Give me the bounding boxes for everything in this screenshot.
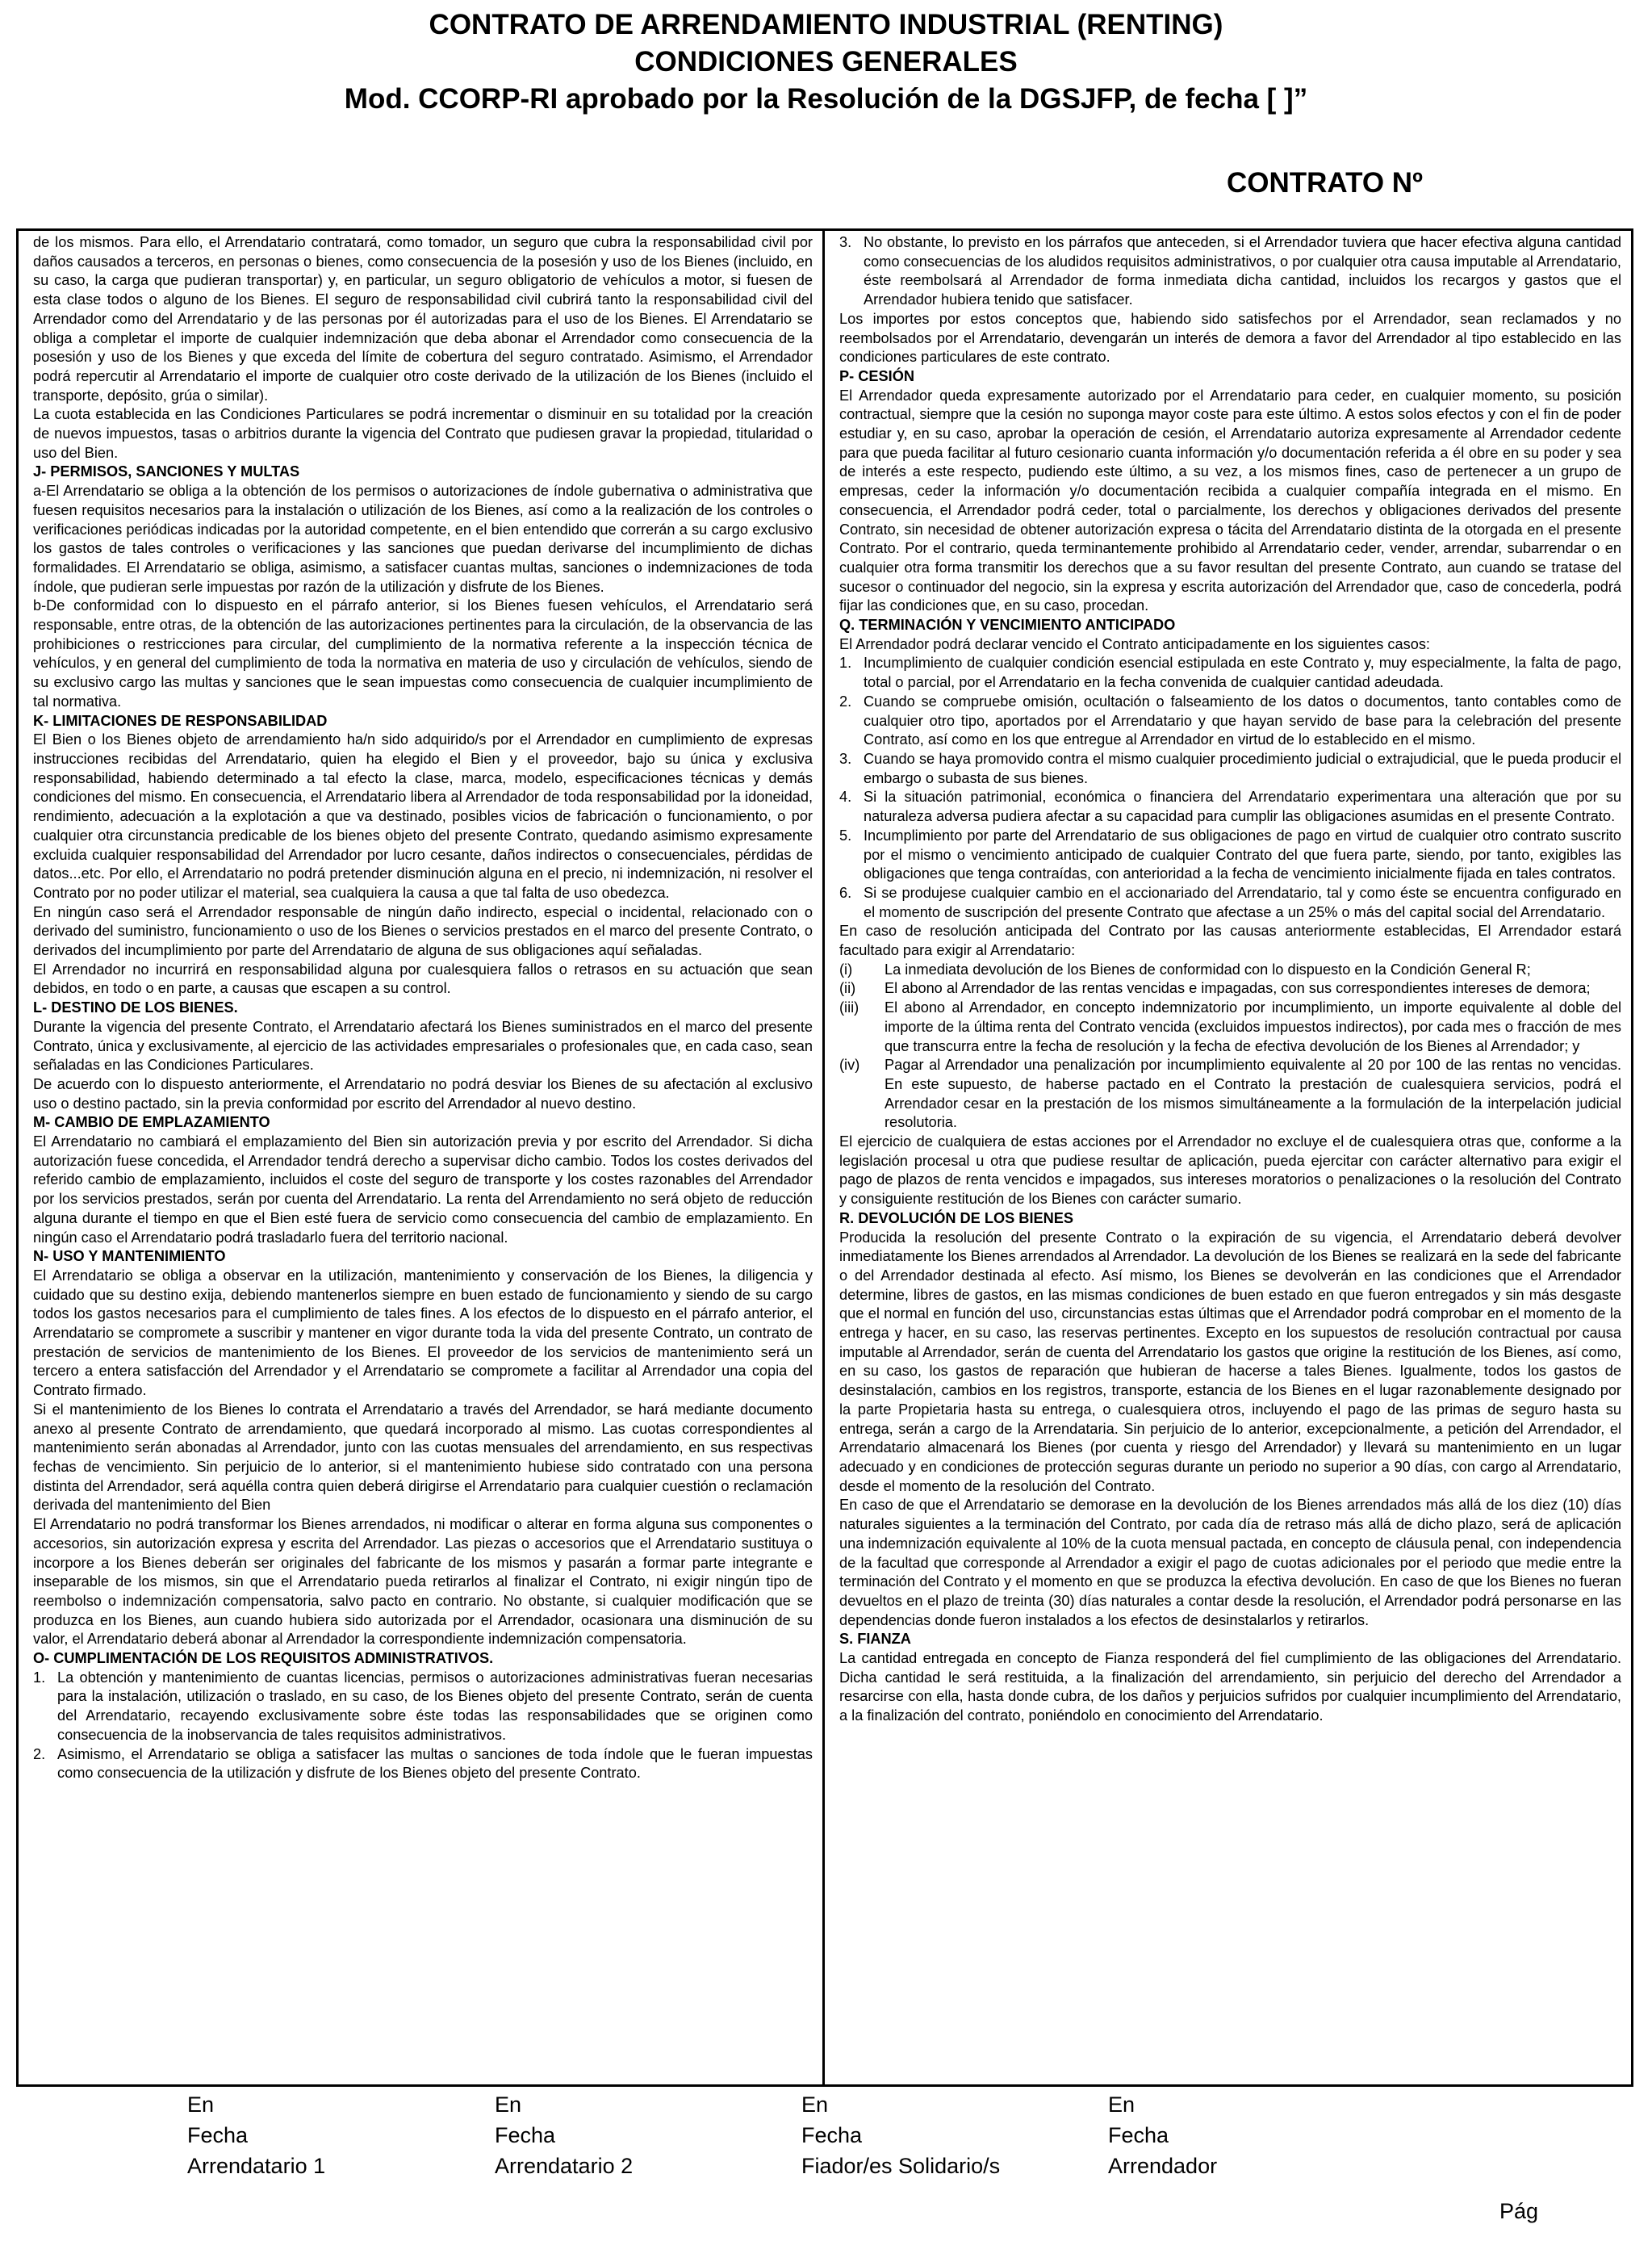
conditions-title: CONDICIONES GENERALES xyxy=(634,46,1018,77)
signature-block-arrendatario-2 xyxy=(495,2089,737,2181)
signature-place-label: En xyxy=(187,2092,215,2117)
signature-role: Arrendatario 2 xyxy=(495,2154,634,2178)
section-heading: N- USO Y MANTENIMIENTO xyxy=(33,1248,226,1265)
section-heading: Q. TERMINACIÓN Y VENCIMIENTO ANTICIPADO xyxy=(839,617,1176,634)
list-item-number: 1. xyxy=(33,1669,46,1686)
list-item-text: Incumplimiento de cualquier condición esencial estipulada en este Contrato y, muy especialmente, la falta de pago, total o parcial, por el Arrendatario en la fecha convenida de cualquier cantidad adeudada. xyxy=(864,655,1621,691)
paragraph: El Arrendador queda expresamente autorizado por el Arrendatario para ceder, en cualquier momento, su posición contractual, siempre que la cesión no suponga mayor coste para este último. A estos solos efectos y con el fin de poder estudiar y, en su caso, aprobar la operación de cesión, el Arrendatario autoriza expresamente al Arrendador cedente para que pueda facilitar al futuro cesionario cuanta información y/o documentación referida a él obre en su poder y sea de interés a este respecto, pudiendo este último, a su vez, a los mismos fines, caso de pertenecer a un grupo de empresas, ceder la información y/o documentación recibida a cualquier compañía integrada en el mismo. En consecuencia, el Arrendador podrá ceder, total o parcialmente, los derechos y obligaciones derivados del presente Contrato, sin necesidad de obtener autorización expresa o tácita del Arrendatario distinta de la otorgada en el presente Contrato. Por el contrario, queda terminantemente prohibido al Arrendatario ceder, vender, arrendar, subarrendar o en cualquier otra forma transmitir los derechos que a su favor resultan del presente Contrato, aun cuando se tratase del sucesor o continuador del negocio, sin la expresa y escrita autorización del Arrendador que, caso de concederla, podrá fijar las condiciones que, en su caso, procedan. xyxy=(839,387,1621,614)
paragraph: El Arrendador podrá declarar vencido el Contrato anticipadamente en los siguientes casos: xyxy=(839,635,1430,652)
section-heading: J- PERMISOS, SANCIONES Y MULTAS xyxy=(33,463,300,480)
list-item-number: 1. xyxy=(839,655,852,672)
list-item-number: (iv) xyxy=(839,1057,860,1074)
signature-date-label: Fecha xyxy=(1108,2123,1169,2147)
signature-date-label: Fecha xyxy=(187,2123,249,2147)
list-item-text: Cuando se haya promovido contra el mismo cualquier procedimiento judicial o extrajudicial, que le pueda producir el embargo o subasta de sus bienes. xyxy=(864,750,1621,786)
paragraph: El Arrendador no incurrirá en responsabilidad alguna por cualesquiera fallos o retrasos en su actuación que sean debidos, en todo o en parte, a causas que escapen a su control. xyxy=(33,961,813,997)
paragraph: El Arrendatario no podrá transformar los Bienes arrendados, ni modificar o alterar en forma alguna sus componentes o accesorios, sin autorización expresa y escrita del Arrendador. Las piezas o accesorios que el Arrendatario sustituya o incorpore a los Bienes deberán ser originales del fabricante de los mismos y pasarán a formar parte integrante e inseparable de los mismos, sin que el Arrendatario pueda retirarlos al finalizar el Contrato, ni exigir ningún tipo de reembolso o indemnización compensatoria, salvo pacto en contrario. No obstante, si cualquier modificación que se produzca en los Bienes, aun cuando hubiera sido autorizada por el Arrendador, ocasionara una disminución de su valor, el Arrendatario deberá abonar al Arrendador la correspondiente indemnización compensatoria. xyxy=(33,1516,813,1648)
paragraph: b-De conformidad con lo dispuesto en el párrafo anterior, si los Bienes fuesen vehículos, el Arrendatario será responsable, entre otras, de la obtención de las autorizaciones pertinentes para la circulación, de la observancia de las prohibiciones o restricciones para circular, del cumplimiento de la normativa referente a la inspección técnica de vehículos, y en general del cumplimiento de toda la normativa en materia de uso y circulación de vehículos, siendo de su exclusivo cargo las multas y sanciones que le sean impuestas como consecuencia de cualquier incumplimiento de tal normativa. xyxy=(33,597,813,710)
section-heading: R. DEVOLUCIÓN DE LOS BIENES xyxy=(839,1209,1074,1226)
document-header xyxy=(0,6,1652,118)
model-approval-line: Mod. CCORP-RI aprobado por la Resolución de la DGSJFP, de fecha [ ]” xyxy=(344,83,1308,115)
signature-block-arrendador xyxy=(1108,2089,1350,2181)
paragraph: En caso de que el Arrendatario se demorase en la devolución de los Bienes arrendados más allá de los diez (10) días naturales siguientes a la terminación del Contrato, por cada día de retraso más allá de dicho plazo, será de aplicación una indemnización equivalente al 10% de la cuota mensual pactada, en concepto de cláusula penal, con independencia de la facultad que corresponde al Arrendador a exigir el pago de cuotas adicionales por el periodo que medie entre la terminación del Contrato y el momento en que se produzca la efectiva devolución. En caso de que los Bienes no fueran devueltos en el plazo de treinta (30) días naturales a contar desde la resolución, el Arrendador podrá personarse en las dependencias donde fueron instalados a los efectos de desinstalarlos y retirarlos. xyxy=(839,1497,1621,1628)
signature-date-label: Fecha xyxy=(495,2123,556,2147)
list-item xyxy=(839,999,1621,1056)
section-heading: K- LIMITACIONES DE RESPONSABILIDAD xyxy=(33,712,328,729)
signature-place-label: En xyxy=(1108,2092,1135,2117)
section-heading: O- CUMPLIMENTACIÓN DE LOS REQUISITOS ADMINISTRATIVOS. xyxy=(33,1650,494,1667)
list-item-number: 2. xyxy=(839,693,852,710)
paragraph: Los importes por estos conceptos que, habiendo sido satisfechos por el Arrendador, sean reclamados y no reembolsados por el Arrendatario, devengarán un interés de demora a favor del Arrendador al tipo establecido en las condiciones particulares de este contrato. xyxy=(839,310,1621,366)
paragraph: Durante la vigencia del presente Contrato, el Arrendatario afectará los Bienes suministrados en el marco del presente Contrato, única y exclusivamente, al ejercicio de las actividades empresariales o profesionales que, en cada caso, sean señaladas en las Condiciones Particulares. xyxy=(33,1018,813,1074)
list-item xyxy=(839,750,1621,788)
paragraph: En ningún caso será el Arrendador responsable de ningún daño indirecto, especial o incidental, relacionado con o derivado del suministro, funcionamiento o uso de los Bienes o servicios prestados en el marco del presente Contrato, o derivados del incumplimiento por parte del Arrendatario de alguna de sus obligaciones aquí señaladas. xyxy=(33,903,813,959)
section-heading: M- CAMBIO DE EMPLAZAMIENTO xyxy=(33,1114,270,1131)
list-item-text: Si se produjese cualquier cambio en el accionariado del Arrendatario, tal y como éste se encuentra configurado en el momento de suscripción del presente Contrato que afectase a un 25% o más del capital social del Arrendatario. xyxy=(864,884,1621,920)
signature-role: Arrendador xyxy=(1108,2154,1218,2178)
list-item-number: 3. xyxy=(839,234,852,250)
list-item-text: Si la situación patrimonial, económica o financiera del Arrendatario experimentara una alteración que por su naturaleza adversa pudiera afectar a su capacidad para cumplir las obligaciones asumidas en el presente Contrato. xyxy=(864,789,1621,825)
right-column xyxy=(825,231,1631,2084)
signature-block-fiador xyxy=(801,2089,1043,2181)
paragraph: Producida la resolución del presente Contrato o la expiración de su vigencia, el Arrendatario deberá devolver inmediatamente los Bienes arrendados al Arrendador. La devolución de los Bienes se realizará en la sede del fabricante o del Arrendador destinada al efecto. Así mismo, los Bienes se devolverán en las condiciones que el Arrendador determine, libres de gastos, en las mismas condiciones de buen estado en que fueron entregados y sin más desgaste que el normal en función del uso, circunstancias estas últimas que el Arrendador podrá comprobar en el momento de la entrega y hacer, en su caso, las reservas pertinentes. Excepto en los supuestos de resolución contractual por causa imputable al Arrendador, serán de cuenta del Arrendatario los gastos que origine la restitución de los Bienes, así como, en su caso, los gastos de reparación que hubieran de hacerse a tales Bienes. Igualmente, todos los gastos de desinstalación, cambios en los registros, transporte, estancia de los Bienes en el lugar razonablemente designado por la parte Propietaria hasta su entrega, o cualesquiera otros, incluyendo el pago de las primas de seguro hasta su entrega, serán a cargo de la Arrendataria. Sin perjuicio de lo anterior, excepcionalmente, a petición del Arrendador, el Arrendatario almacenará los Bienes (por cuenta y riesgo del Arrendador) y llevará su mantenimiento en un lugar adecuado y en condiciones de protección seguras durante un periodo no superior a 90 días, con cargo al Arrendatario, desde el momento de la resolución del Contrato. xyxy=(839,1229,1621,1494)
list-item-text: Pagar al Arrendador una penalización por incumplimiento equivalente al 20 por 100 de las rentas no vencidas. En este supuesto, de haberse pactado en el Contrato la prestación de cualesquiera servicios, podrá el Arrendador cesar en la prestación de los mismos simultáneamente a la formulación de la interpelación judicial resolutoria. xyxy=(885,1057,1621,1131)
paragraph: de los mismos. Para ello, el Arrendatario contratará, como tomador, un seguro que cubra la responsabilidad civil por daños causados a terceros, en personas o bienes, como consecuencia de la posesión y uso de los Bienes (incluido, en su caso, la carga que pudieran transportar) y, en particular, un seguro obligatorio de vehículos a motor, si fuesen de esta clase todos o alguno de los Bienes. El seguro de responsabilidad civil cubrirá tanto la responsabilidad civil del Arrendador como del Arrendatario y de las personas por él autorizadas para el uso de los Bienes. El Arrendatario se obliga a completar el importe de cualquier indemnización que deba abonar el Arrendador como consecuencia de la posesión y uso de los Bienes y que exceda del límite de cobertura del seguro contratado. Asimismo, el Arrendador podrá repercutir al Arrendatario el importe de cualquier otro coste derivado de la utilización de los Bienes (incluido el transporte, depósito, grúa o similar). xyxy=(33,234,813,404)
section-heading: P- CESIÓN xyxy=(839,367,914,384)
list-item xyxy=(839,693,1621,750)
paragraph: Si el mantenimiento de los Bienes lo contrata el Arrendatario a través del Arrendador, se hará mediante documento anexo al presente Contrato de arrendamiento, que quedará incorporado al mismo. Las cuotas correspondientes al mantenimiento serán abonadas al Arrendador, junto con las cuotas mensuales del arrendamiento, en sus respectivas fechas de vencimiento. Sin perjuicio de lo anterior, si el mantenimiento hubiese sido contratado con una persona distinta del Arrendador, será aquélla contra quien deberá dirigirse el Arrendatario para cualquier cuestión o reclamación derivada del mantenimiento del Bien xyxy=(33,1401,813,1514)
signature-role: Arrendatario 1 xyxy=(187,2154,326,2178)
list-item xyxy=(33,1745,813,1783)
list-item xyxy=(839,884,1621,922)
paragraph: El Arrendatario se obliga a observar en la utilización, mantenimiento y conservación de los Bienes, la diligencia y cuidado que su destino exija, debiendo mantenerlos siempre en buen estado de funcionamiento y siendo de su cargo todos los gastos necesarios para el cumplimiento de tales fines. A los efectos de lo dispuesto en el párrafo anterior, el Arrendatario se compromete a suscribir y mantener en vigor durante toda la vida del presente Contrato, un contrato de prestación de servicios de mantenimiento de los Bienes. El proveedor de los servicios de mantenimiento será un tercero a entera satisfacción del Arrendador y el Arrendatario se compromete a facilitar al Arrendador una copia del Contrato firmado. xyxy=(33,1267,813,1399)
contract-number-label: CONTRATO Nº xyxy=(1227,167,1423,199)
list-item-text: La obtención y mantenimiento de cuantas licencias, permisos o autorizaciones administrativas fueran necesarias para la instalación, utilización o traslado, en su caso, de los Bienes objeto del presente Contrato, serán de cuenta del Arrendatario, recayendo exclusivamente sobre éste todas las responsabilidades que se originen como consecuencia de la inobservancia de tales requisitos administrativos. xyxy=(57,1669,813,1743)
list-item-text: No obstante, lo previsto en los párrafos que anteceden, si el Arrendador tuviera que hacer efectiva alguna cantidad como consecuencias de los aludidos requisitos administrativos, o por cualquier otra causa imputable al Arrendatario, éste reembolsará al Arrendador de forma inmediata dicha cantidad, incluidos los recargos y gastos que el Arrendador hubiera tenido que satisfacer. xyxy=(864,234,1621,308)
paragraph: En caso de resolución anticipada del Contrato por las causas anteriormente establecidas, El Arrendador estará facultado para exigir al Arrendatario: xyxy=(839,923,1621,959)
list-item xyxy=(839,654,1621,692)
list-item-number: 5. xyxy=(839,827,852,844)
paragraph: La cuota establecida en las Condiciones Particulares se podrá incrementar o disminuir en su totalidad por la creación de nuevos impuestos, tasas o arbitrios durante la vigencia del Contrato que pudiesen gravar la propiedad, titularidad o uso del Bien. xyxy=(33,406,813,461)
list-item-number: 4. xyxy=(839,789,852,806)
paragraph: El ejercicio de cualquiera de estas acciones por el Arrendador no excluye el de cualesquiera otras que, conforme a la legislación procesal u otra que pudiese resultar de aplicación, pueda ejercitar con carácter alternativo para exigir el pago de plazos de renta vencidos e impagados, sus intereses moratorios o penalizaciones o la resolución del Contrato y consiguiente restitución de los Bienes con carácter sumario. xyxy=(839,1133,1621,1208)
page-number-label: Pág xyxy=(1499,2199,1539,2223)
list-item-number: (i) xyxy=(839,961,853,978)
list-item-text: La inmediata devolución de los Bienes de conformidad con lo dispuesto en la Condición General R; xyxy=(885,961,1531,978)
list-item-text: Cuando se compruebe omisión, ocultación o falseamiento de los datos o documentos, tanto contables como de cualquier otro tipo, aportados por el Arrendatario y que hayan servido de base para la celebración del presente Contrato, así como en los que entregue al Arrendador en virtud de lo establecido en el mismo. xyxy=(864,693,1621,748)
list-item xyxy=(839,233,1621,310)
paragraph: El Bien o los Bienes objeto de arrendamiento ha/n sido adquirido/s por el Arrendador en cumplimiento de expresas instrucciones recibidas del Arrendatario, quien ha elegido el Bien y el proveedor, bajo su única y exclusiva responsabilidad, habiendo determinado a tal efecto la clase, marca, modelo, especificaciones técnicas y demás condiciones del mismo. En consecuencia, el Arrendatario libera al Arrendador de toda responsabilidad por la idoneidad, rendimiento, adecuación a la explotación a que va destinado, posibles vicios de fabricación o funcionamiento, o por cualquier otra circunstancia predicable de los bienes objeto del presente Contrato, quedando asimismo expresamente excluida cualquier responsabilidad del Arrendador por lucro cesante, daños indirectos o consecuenciales, pérdidas de datos...etc. Por ello, el Arrendatario no podrá pretender disminución alguna en el precio, ni indemnización, ni resolver el Contrato por no poder utilizar el material, sea cualquiera la causa a que tal falta de uso obedezca. xyxy=(33,731,813,901)
conditions-body xyxy=(16,228,1633,2087)
section-heading: L- DESTINO DE LOS BIENES. xyxy=(33,999,238,1016)
list-item xyxy=(839,961,1621,980)
list-item-number: 6. xyxy=(839,884,852,901)
list-item xyxy=(839,788,1621,826)
list-item-number: 2. xyxy=(33,1745,46,1762)
list-item-text: El abono al Arrendador de las rentas vencidas e impagadas, con sus correspondientes intereses de demora; xyxy=(885,980,1591,997)
signature-role: Fiador/es Solidario/s xyxy=(801,2154,1001,2178)
list-item xyxy=(839,827,1621,884)
signature-place-label: En xyxy=(495,2092,522,2117)
paragraph: La cantidad entregada en concepto de Fianza responderá del fiel cumplimiento de las obligaciones del Arrendatario. Dicha cantidad le será restituida, a la finalización del arrendamiento, sin perjuicio del derecho del Arrendador a resarcirse con ella, hasta donde cubra, de los daños y perjuicios sufridos por cualquier incumplimiento del Arrendatario, a la finalización del contrato, poniéndolo en conocimiento del Arrendatario. xyxy=(839,1650,1621,1724)
signature-place-label: En xyxy=(801,2092,829,2117)
list-item xyxy=(839,1056,1621,1133)
list-item-text: Asimismo, el Arrendatario se obliga a satisfacer las multas o sanciones de toda índole que le fueran impuestas como consecuencia de la utilización y disfrute de los Bienes objeto del presente Contrato. xyxy=(57,1745,813,1782)
signature-date-label: Fecha xyxy=(801,2123,863,2147)
list-item-text: El abono al Arrendador, en concepto indemnizatorio por incumplimiento, un importe equivalente al doble del importe de la última renta del Contrato vencida (excluidos impuestos indirectos), por cada mes o fracción de mes que transcurra entre la fecha de resolución y la fecha de efectiva devolución de los Bienes al Arrendador; y xyxy=(885,999,1621,1054)
contract-title: CONTRATO DE ARRENDAMIENTO INDUSTRIAL (RENTING) xyxy=(429,9,1223,40)
list-item-number: (ii) xyxy=(839,980,856,997)
list-item-number: 3. xyxy=(839,750,852,767)
list-item xyxy=(839,979,1621,999)
list-item xyxy=(33,1669,813,1745)
section-heading: S. FIANZA xyxy=(839,1631,911,1648)
signature-block-arrendatario-1 xyxy=(187,2089,429,2181)
list-item-number: (iii) xyxy=(839,999,859,1016)
paragraph: De acuerdo con lo dispuesto anteriormente, el Arrendatario no podrá desviar los Bienes de su afectación al exclusivo uso o destino pactado, sin la previa conformidad por escrito del Arrendador al nuevo destino. xyxy=(33,1075,813,1112)
paragraph: a-El Arrendatario se obliga a la obtención de los permisos o autorizaciones de índole gubernativa o administrativa que fuesen requisitos necesarios para la instalación o utilización de los Bienes, así como a la realización de los controles o verificaciones periódicas indicadas por la autoridad competente, en el bien entendido que correrán a su cargo exclusivo los gastos de tales controles o verificaciones y las sanciones que puedan derivarse del incumplimiento de dichas formalidades. El Arrendatario se obliga, asimismo, a satisfacer cuantas multas, sanciones o indemnizaciones de toda índole, que pudieran serle impuestas por razón de la utilización y disfrute de los Bienes. xyxy=(33,483,813,595)
left-column xyxy=(19,231,825,2084)
list-item-text: Incumplimiento por parte del Arrendatario de sus obligaciones de pago en virtud de cualquier otro contrato suscrito por el mismo o vencimiento anticipado de cualquier Contrato del que fuera parte, siendo, por tanto, exigibles las obligaciones que tenga contraídas, con anterioridad a la fecha de vencimiento inicialmente fijada en tales contratos. xyxy=(864,827,1621,882)
paragraph: El Arrendatario no cambiará el emplazamiento del Bien sin autorización previa y por escrito del Arrendador. Si dicha autorización fuese concedida, el Arrendador tendrá derecho a supervisar dicho cambio. Todos los costes derivados del referido cambio de emplazamiento, incluidos el coste del seguro de transporte y los costes razonables del Arrendador por los servicios prestados, serán por cuenta del Arrendatario. La renta del Arrendamiento no será objeto de reducción alguna durante el tiempo en que el Bien esté fuera de servicio como consecuencia del cambio de emplazamiento. En ningún caso el Arrendatario podrá trasladarlo fuera del territorio nacional. xyxy=(33,1133,813,1246)
